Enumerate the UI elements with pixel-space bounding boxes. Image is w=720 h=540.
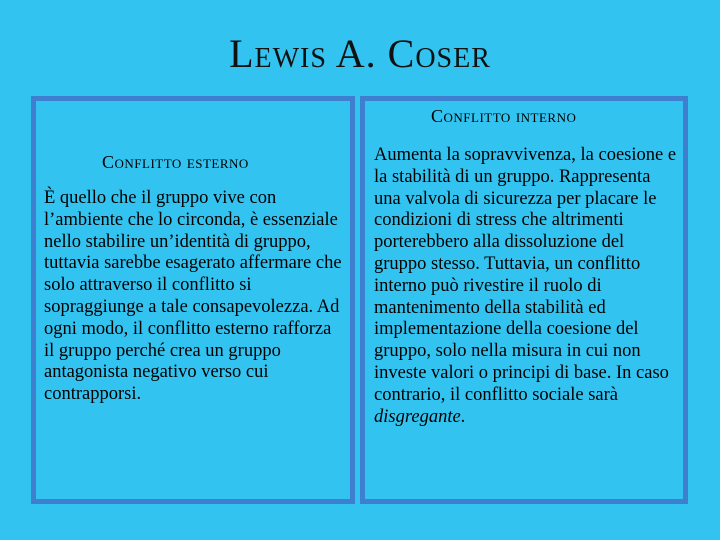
slide-title: Lewis A. Coser [229,31,491,76]
internal-conflict-heading: Conflitto interno [431,106,577,126]
external-conflict-panel [31,96,355,504]
internal-conflict-text-main: Aumenta la sopravvivenza, la coesione e la stabilità di un gruppo. Rappresenta una valvola di sicurezza per placare le condizioni di stress che altrimenti porterebbero alla dissoluzione del gruppo stesso. Tuttavia, un conflitto interno può rivestire il ruolo di mantenimento della stabilità ed implementazione della coesione del gruppo, solo nella misura in cui non investe valori o principi di base. In caso contrario, il conflitto sociale sarà [374,145,677,405]
internal-conflict-panel [360,96,688,504]
internal-conflict-text [374,145,680,428]
internal-conflict-text-end: . [460,406,466,427]
internal-conflict-text-emphasis: disgregante [374,406,461,427]
external-conflict-heading: Conflitto esterno [102,152,249,172]
external-conflict-text: È quello che il gruppo vive con l’ambiente che lo circonda, è essenziale nello stabilire un’identità di gruppo, tuttavia sarebbe esagerato affermare che solo attraverso il conflitto si sopraggiunge a tale consapevolezza. Ad ogni modo, il conflitto esterno rafforza il gruppo perché crea un gruppo antagonista negativo verso cui contrapporsi. [44,188,342,405]
